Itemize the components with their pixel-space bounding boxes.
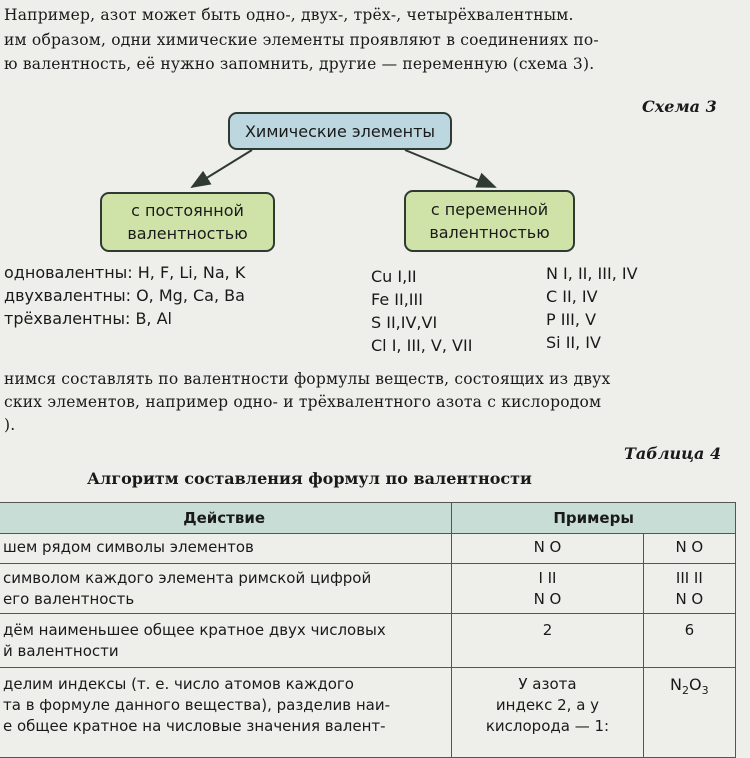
action-text: его валентность [3,590,135,608]
action-text: та в формуле данного вещества), разделив наи- [3,696,391,714]
list-item: трёхвалентны: B, Al [4,309,172,328]
action-text: й валентности [3,642,119,660]
scheme-top-label: Химические элементы [244,121,436,141]
action-cell [0,534,452,564]
list-item: S II,IV,VI [371,313,438,332]
action-text: символом каждого элемента римской цифрой [3,569,372,587]
action-cell [0,614,452,668]
paragraph-line: ю валентность, её нужно запомнить, другие — переменную (схема 3). [4,55,595,73]
list-item: двухвалентны: O, Mg, Ca, Ba [4,286,245,305]
list-item: P III, V [546,310,597,329]
paragraph-line: им образом, одни химические элементы проявляют в соединениях по- [4,31,599,49]
example-text: I II [538,569,557,587]
list-item: Si II, IV [546,333,601,352]
example-cell [643,564,735,614]
paragraph-line: Например, азот может быть одно-, двух-, трёх-, четырёхвалентным. [4,6,574,24]
list-item: C II, IV [546,287,598,306]
algorithm-table [0,502,736,758]
table-title: Алгоритм составления формул по валентности [87,469,532,488]
scheme-constant-box [100,192,275,252]
header-action: Действие [0,503,452,534]
variable-box-line: с переменной [430,200,549,219]
table-row [0,534,736,564]
paragraph-line: ). [4,416,16,434]
example-text: 2 [542,621,553,639]
constant-box-line: с постоянной [131,201,244,220]
action-text: дём наименьшее общее кратное двух числовых [3,621,386,639]
example-text: 6 [684,621,695,639]
example-cell [643,668,735,758]
example-cell [643,534,735,564]
list-item: Cl I, III, V, VII [371,336,473,355]
example-text: N O [533,538,562,556]
action-text: шем рядом символы элементов [3,538,254,556]
table-row [0,564,736,614]
example-text: N O [533,590,562,608]
constant-box-line: валентностью [127,224,248,243]
example-text: индекс 2, а у [495,696,600,714]
example-cell [452,564,643,614]
example-text: У азота [518,675,577,693]
action-cell [0,564,452,614]
table-caption: Таблица 4 [624,444,722,463]
formula-n2o3: $N_2O_3$ [670,675,709,698]
action-text: делим индексы (т. е. число атомов каждого [3,675,354,693]
paragraph-line: нимся составлять по валентности формулы веществ, состоящих из двух [4,370,611,388]
example-cell [452,614,643,668]
header-examples: Примеры [452,503,736,534]
example-text: N O [675,538,704,556]
list-item: N I, II, III, IV [546,264,638,283]
paragraph-line: ских элементов, например одно- и трёхвалентного азота с кислородом [4,393,602,411]
action-cell [0,668,452,758]
table-row [0,668,736,758]
arrow-left [192,150,252,187]
table-row [0,614,736,668]
example-text: N O [675,590,704,608]
variable-box-line: валентностью [429,223,550,242]
list-item: одновалентны: H, F, Li, Na, K [4,263,246,282]
example-cell [452,668,643,758]
example-cell [452,534,643,564]
table-header-row [0,503,736,534]
scheme-caption: Схема 3 [642,97,717,116]
action-text: е общее кратное на числовые значения валент- [3,717,386,735]
constant-valence-list [4,261,245,330]
scheme-top-box [228,112,452,150]
example-text: кислорода — 1: [485,717,610,735]
scheme-variable-box [404,190,575,252]
example-cell [643,614,735,668]
variable-valence-list-2 [546,262,638,354]
list-item: Fe II,III [371,290,423,309]
example-text: III II [675,569,703,587]
arrow-right [405,150,495,187]
list-item: Cu I,II [371,267,417,286]
variable-valence-list-1 [371,265,472,357]
